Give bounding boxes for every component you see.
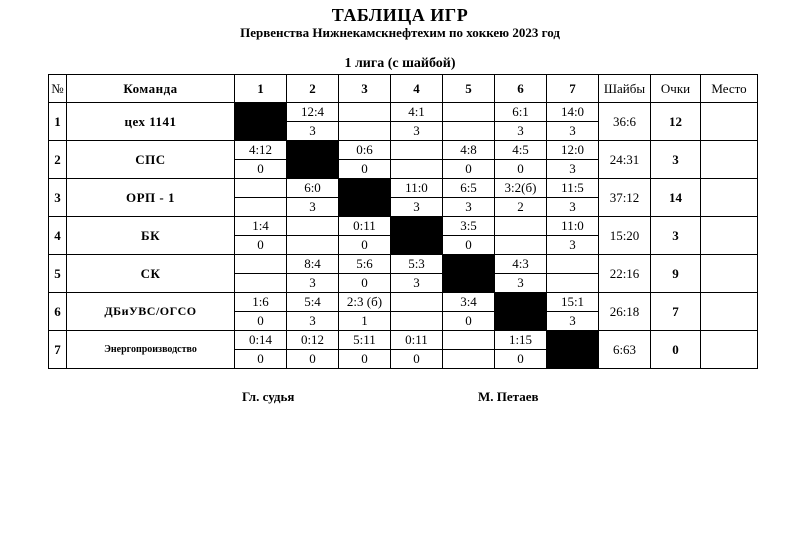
diagonal-cell	[495, 293, 547, 331]
game-points	[443, 122, 495, 141]
game-score: 5:6	[339, 255, 391, 274]
diagonal-cell	[391, 217, 443, 255]
points-total: 9	[651, 255, 701, 293]
game-score: 1:15	[495, 331, 547, 350]
header-goals: Шайбы	[599, 75, 651, 103]
team-number: 6	[49, 293, 67, 331]
game-points: 3	[443, 198, 495, 217]
game-score	[235, 255, 287, 274]
game-score: 3:2(б)	[495, 179, 547, 198]
points-total: 0	[651, 331, 701, 369]
game-score	[287, 217, 339, 236]
goals-total: 37:12	[599, 179, 651, 217]
diagonal-cell	[443, 255, 495, 293]
judge-label: Гл. судья	[242, 389, 295, 404]
team-number: 4	[49, 217, 67, 255]
game-score: 5:4	[287, 293, 339, 312]
team-row	[49, 217, 758, 236]
diagonal-cell	[287, 141, 339, 179]
team-row	[49, 179, 758, 198]
place-cell	[701, 141, 758, 179]
game-points: 0	[339, 350, 391, 369]
game-score: 4:12	[235, 141, 287, 160]
team-row	[49, 331, 758, 350]
header-team: Команда	[67, 75, 235, 103]
header-opp-3: 3	[339, 75, 391, 103]
game-points	[235, 198, 287, 217]
game-score: 0:11	[339, 217, 391, 236]
game-points: 0	[339, 274, 391, 293]
team-number: 5	[49, 255, 67, 293]
game-score: 12:0	[547, 141, 599, 160]
standings-body	[49, 103, 758, 369]
game-score: 5:3	[391, 255, 443, 274]
game-points: 3	[547, 236, 599, 255]
goals-total: 36:6	[599, 103, 651, 141]
game-points: 0	[339, 236, 391, 255]
game-score: 1:6	[235, 293, 287, 312]
game-score: 2:3 (б)	[339, 293, 391, 312]
header-opp-4: 4	[391, 75, 443, 103]
points-total: 14	[651, 179, 701, 217]
header-place: Место	[701, 75, 758, 103]
game-score: 4:5	[495, 141, 547, 160]
goals-total: 15:20	[599, 217, 651, 255]
header-points: Очки	[651, 75, 701, 103]
game-score: 4:3	[495, 255, 547, 274]
place-cell	[701, 217, 758, 255]
league-title: 1 лига (с шайбой)	[344, 56, 456, 71]
header-num: №	[49, 75, 67, 103]
team-number: 3	[49, 179, 67, 217]
game-score: 6:0	[287, 179, 339, 198]
goals-total: 6:63	[599, 331, 651, 369]
place-cell	[701, 331, 758, 369]
team-row	[49, 255, 758, 274]
points-total: 3	[651, 141, 701, 179]
game-points: 2	[495, 198, 547, 217]
diagonal-cell	[339, 179, 391, 217]
diagonal-cell	[235, 103, 287, 141]
game-points: 0	[287, 350, 339, 369]
page-subtitle: Первенства Нижнекамскнефтехим по хоккею 2023 год	[240, 25, 560, 40]
team-name: ДБиУВС/ОГСО	[67, 293, 235, 331]
game-points	[339, 122, 391, 141]
game-points: 0	[339, 160, 391, 179]
game-points: 3	[547, 160, 599, 179]
game-points: 3	[495, 274, 547, 293]
game-points	[443, 350, 495, 369]
header-opp-7: 7	[547, 75, 599, 103]
header-opp-5: 5	[443, 75, 495, 103]
header-opp-1: 1	[235, 75, 287, 103]
team-name: цех 1141	[67, 103, 235, 141]
game-points: 3	[391, 122, 443, 141]
game-score: 5:11	[339, 331, 391, 350]
game-points: 3	[287, 198, 339, 217]
team-name: Энергопроизводство	[67, 331, 235, 369]
game-points: 3	[391, 274, 443, 293]
header-opp-2: 2	[287, 75, 339, 103]
game-points: 0	[443, 160, 495, 179]
game-points: 3	[391, 198, 443, 217]
game-points	[235, 274, 287, 293]
game-score	[495, 217, 547, 236]
game-score: 4:8	[443, 141, 495, 160]
place-cell	[701, 255, 758, 293]
team-name: СК	[67, 255, 235, 293]
standings-table	[48, 74, 758, 369]
header-row	[49, 75, 758, 103]
game-score: 6:1	[495, 103, 547, 122]
game-points: 3	[495, 122, 547, 141]
game-score: 11:0	[547, 217, 599, 236]
team-number: 7	[49, 331, 67, 369]
game-points: 0	[235, 312, 287, 331]
game-points: 3	[287, 274, 339, 293]
team-number: 1	[49, 103, 67, 141]
game-score: 4:1	[391, 103, 443, 122]
game-score	[443, 103, 495, 122]
goals-total: 22:16	[599, 255, 651, 293]
game-score: 11:5	[547, 179, 599, 198]
game-score	[339, 103, 391, 122]
game-score: 0:11	[391, 331, 443, 350]
game-score	[547, 255, 599, 274]
game-points: 1	[339, 312, 391, 331]
team-name: ОРП - 1	[67, 179, 235, 217]
game-score: 8:4	[287, 255, 339, 274]
points-total: 7	[651, 293, 701, 331]
game-score: 12:4	[287, 103, 339, 122]
game-score	[391, 141, 443, 160]
points-total: 12	[651, 103, 701, 141]
team-number: 2	[49, 141, 67, 179]
game-points	[391, 160, 443, 179]
game-score: 6:5	[443, 179, 495, 198]
game-score: 11:0	[391, 179, 443, 198]
game-points: 3	[547, 122, 599, 141]
place-cell	[701, 103, 758, 141]
page-title: ТАБЛИЦА ИГР	[331, 5, 469, 25]
game-score: 15:1	[547, 293, 599, 312]
game-score: 0:6	[339, 141, 391, 160]
diagonal-cell	[547, 331, 599, 369]
goals-total: 26:18	[599, 293, 651, 331]
game-points: 0	[235, 236, 287, 255]
game-points	[547, 274, 599, 293]
game-score: 3:5	[443, 217, 495, 236]
game-score	[391, 293, 443, 312]
game-score: 3:4	[443, 293, 495, 312]
points-total: 3	[651, 217, 701, 255]
team-row	[49, 141, 758, 160]
game-points: 3	[547, 198, 599, 217]
team-row	[49, 293, 758, 312]
game-points: 3	[287, 122, 339, 141]
game-points: 0	[443, 236, 495, 255]
game-score	[235, 179, 287, 198]
goals-total: 24:31	[599, 141, 651, 179]
game-points	[495, 236, 547, 255]
game-score	[443, 331, 495, 350]
game-points: 3	[547, 312, 599, 331]
game-points: 0	[495, 350, 547, 369]
game-score: 1:4	[235, 217, 287, 236]
game-score: 0:14	[235, 331, 287, 350]
judge-name: М. Петаев	[478, 389, 539, 404]
team-name: СПС	[67, 141, 235, 179]
place-cell	[701, 179, 758, 217]
team-name: БК	[67, 217, 235, 255]
game-points: 0	[235, 350, 287, 369]
header-opp-6: 6	[495, 75, 547, 103]
game-points: 0	[235, 160, 287, 179]
game-score: 14:0	[547, 103, 599, 122]
game-points	[287, 236, 339, 255]
game-points: 0	[391, 350, 443, 369]
game-points	[391, 312, 443, 331]
team-row	[49, 103, 758, 122]
game-points: 3	[287, 312, 339, 331]
game-score: 0:12	[287, 331, 339, 350]
game-points: 0	[443, 312, 495, 331]
place-cell	[701, 293, 758, 331]
game-points: 0	[495, 160, 547, 179]
